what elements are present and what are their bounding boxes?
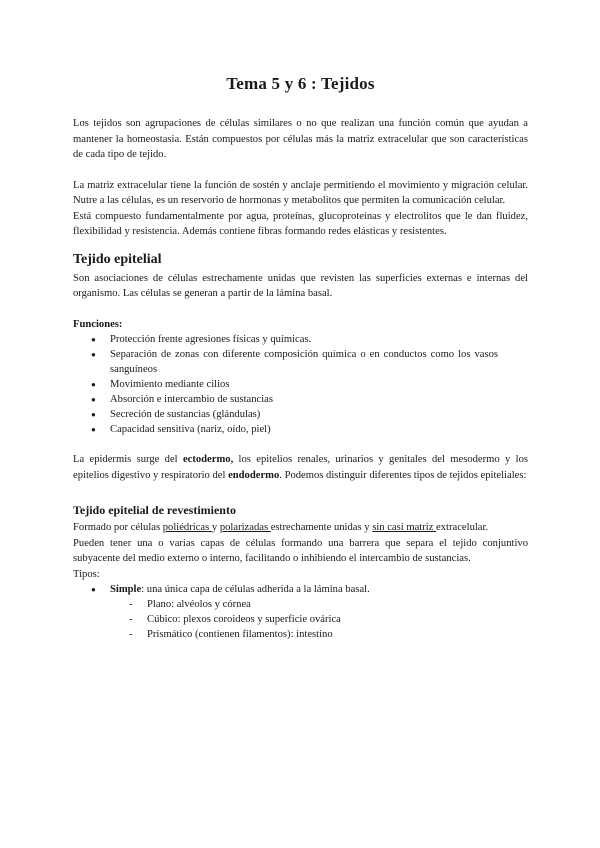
list-item: ● Movimiento mediante cilios [91, 377, 528, 392]
tipos-list [73, 582, 528, 597]
list-item: ● Separación de zonas con diferente composición química o en conductos como los vasos sanguíneos [91, 347, 528, 377]
simple-text: : una única capa de células adherida a la lámina basal. [141, 584, 370, 595]
subtipos-list [73, 597, 528, 642]
endodermo-term: endodermo [228, 469, 280, 481]
revestimiento-paragraph-2: Pueden tener una o varias capas de células formando una barrera que separa el tejido conjuntivo subyacente del medio externo o interno, facilitando o inhibiendo el intercambio de sustancias. [73, 537, 528, 564]
epitelial-description: Son asociaciones de células estrechamente unidas que revisten las superficies externas e internas del organismo. Las células se generan a partir de la lámina basal. [73, 272, 528, 299]
list-item: - Plano: alvéolos y córnea [129, 597, 528, 612]
list-item: ● Capacidad sensitiva (nariz, oído, piel) [91, 422, 528, 437]
intro-paragraph-3: Está compuesto fundamentalmente por agua, proteínas, glucoproteínas y electrolitos que le dan fluidez, flexibilidad y resistencia. Además contiene fibras formando redes elásticas y resistentes. [73, 210, 528, 237]
origin-paragraph [73, 452, 528, 483]
page-title: Tema 5 y 6 : Tejidos [226, 74, 375, 93]
list-item [91, 582, 528, 597]
poliedricas-term: poliédricas [162, 522, 212, 533]
funciones-label: Funciones: [73, 318, 123, 330]
sin-casi-matriz-term: sin casi matriz [372, 522, 437, 533]
document-page [73, 70, 528, 642]
intro-paragraph-2: La matriz extracelular tiene la función de sostén y anclaje permitiendo el movimiento y migración celular. Nutre a las células, es un reservorio de hormonas y metabolitos que permiten la comunicación celular. [73, 179, 528, 206]
polarizadas-term: polarizadas [219, 522, 271, 533]
list-item: ● Protección frente agresiones físicas y químicas. [91, 332, 528, 347]
revestimiento-paragraph-1 [73, 520, 528, 536]
list-item: - Cúbico: plexos coroideos y superficie ovárica [129, 612, 528, 627]
rev-text-2: y [211, 522, 220, 533]
funciones-list [73, 332, 528, 437]
tipos-label: Tipos: [73, 568, 100, 580]
list-item: ● Secreción de sustancias (glándulas) [91, 407, 528, 422]
intro-paragraph-1: Los tejidos son agrupaciones de células similares o no que realizan una función común que ayudan a mantener la homeostasia. Están compuestos por células más la matriz extracelular que son características de cada tipo de tejido. [73, 118, 528, 160]
origin-text-1: La epidermis surge del [73, 454, 183, 465]
simple-term: Simple [110, 584, 142, 595]
origin-text-2: los epitelios renales, urinarios y genitales del mesodermo y los epitelios digestivo y respiratorio del [73, 454, 528, 481]
list-item: ● Absorción e intercambio de sustancias [91, 392, 528, 407]
rev-text-3: estrechamente unidas y [270, 522, 373, 533]
section-heading-epitelial: Tejido epitelial [73, 251, 162, 267]
list-item: - Prismático (contienen filamentos): intestino [129, 627, 528, 642]
rev-text-1: Formado por células [73, 522, 163, 533]
origin-text-3: . Podemos distinguir diferentes tipos de tejidos epiteliales: [279, 469, 527, 481]
ectodermo-term: ectodermo, [182, 454, 234, 465]
section-heading-revestimiento: Tejido epitelial de revestimiento [73, 503, 236, 517]
rev-text-4: extracelular. [436, 522, 489, 533]
